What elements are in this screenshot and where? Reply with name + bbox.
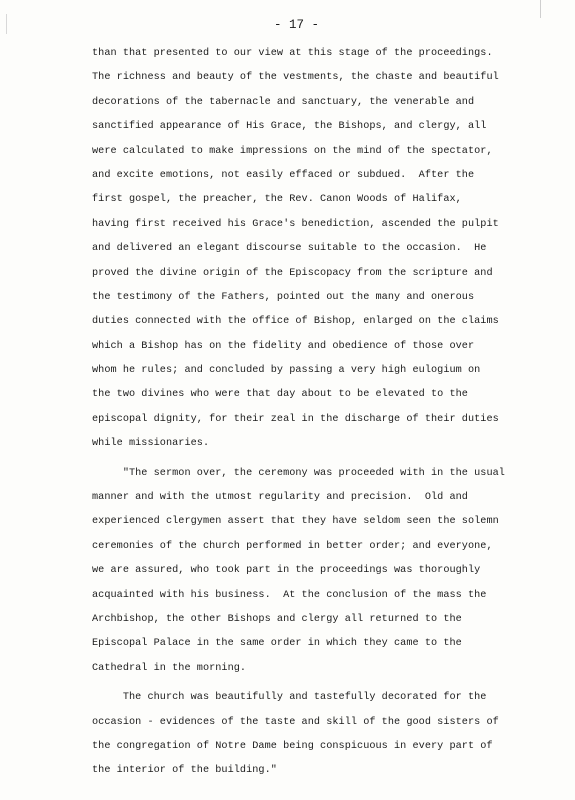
text-line: ceremonies of the church performed in better order; and everyone,: [92, 540, 493, 552]
text-line: the congregation of Notre Dame being conspicuous in every part of: [92, 740, 493, 752]
text-line: we are assured, who took part in the proceedings was thoroughly: [92, 565, 481, 577]
text-line: and excite emotions, not easily effaced or subdued. After the: [92, 169, 475, 181]
text-line: the two divines who were that day about to be elevated to the: [92, 389, 468, 401]
text-line: episcopal dignity, for their zeal in the discharge of their duties: [92, 413, 499, 425]
text-line: than that presented to our view at this stage of the proceedings.: [92, 48, 493, 59]
text-line: duties connected with the office of Bishop, enlarged on the claims: [92, 316, 499, 328]
text-line: having first received his Grace's benediction, ascended the pulpit: [92, 218, 499, 230]
text-line: whom he rules; and concluded by passing a very high eulogium on: [92, 365, 481, 377]
text-line: Episcopal Palace in the same order in which they came to the: [92, 638, 462, 650]
text-line: and delivered an elegant discourse suitable to the occasion. He: [92, 243, 487, 255]
text-line: first gospel, the preacher, the Rev. Canon Woods of Halifax,: [92, 194, 462, 206]
paragraph: [92, 42, 562, 457]
text-line: while missionaries.: [92, 438, 210, 450]
text-line: Archbishop, the other Bishops and clergy all returned to the: [92, 613, 462, 625]
page-number: - 17 -: [273, 18, 319, 32]
text-line: "The sermon over, the ceremony was proceeded with in the usual: [92, 467, 505, 479]
scan-corner-mark: [540, 0, 555, 18]
text-line: decorations of the tabernacle and sanctuary, the venerable and: [92, 96, 475, 108]
text-line: acquainted with his business. At the conclusion of the mass the: [92, 589, 487, 601]
text-line: occasion - evidences of the taste and skill of the good sisters of: [92, 716, 499, 728]
paragraph: [92, 686, 562, 784]
text-line: sanctified appearance of His Grace, the Bishops, and clergy, all: [92, 121, 487, 133]
body-text: [92, 42, 562, 784]
paragraph: [92, 462, 562, 682]
text-line: proved the divine origin of the Episcopacy from the scripture and: [92, 267, 493, 279]
text-line: the interior of the building.": [92, 765, 277, 777]
text-line: The richness and beauty of the vestments, the chaste and beautiful: [92, 72, 499, 84]
text-line: Cathedral in the morning.: [92, 662, 247, 674]
text-line: manner and with the utmost regularity and precision. Old and: [92, 492, 468, 504]
text-line: were calculated to make impressions on the mind of the spectator,: [92, 145, 493, 157]
text-line: experienced clergymen assert that they have seldom seen the solemn: [92, 516, 499, 528]
text-line: The church was beautifully and tastefully decorated for the: [92, 692, 487, 704]
text-line: which a Bishop has on the fidelity and obedience of those over: [92, 340, 475, 352]
text-line: the testimony of the Fathers, pointed out the many and onerous: [92, 291, 475, 303]
